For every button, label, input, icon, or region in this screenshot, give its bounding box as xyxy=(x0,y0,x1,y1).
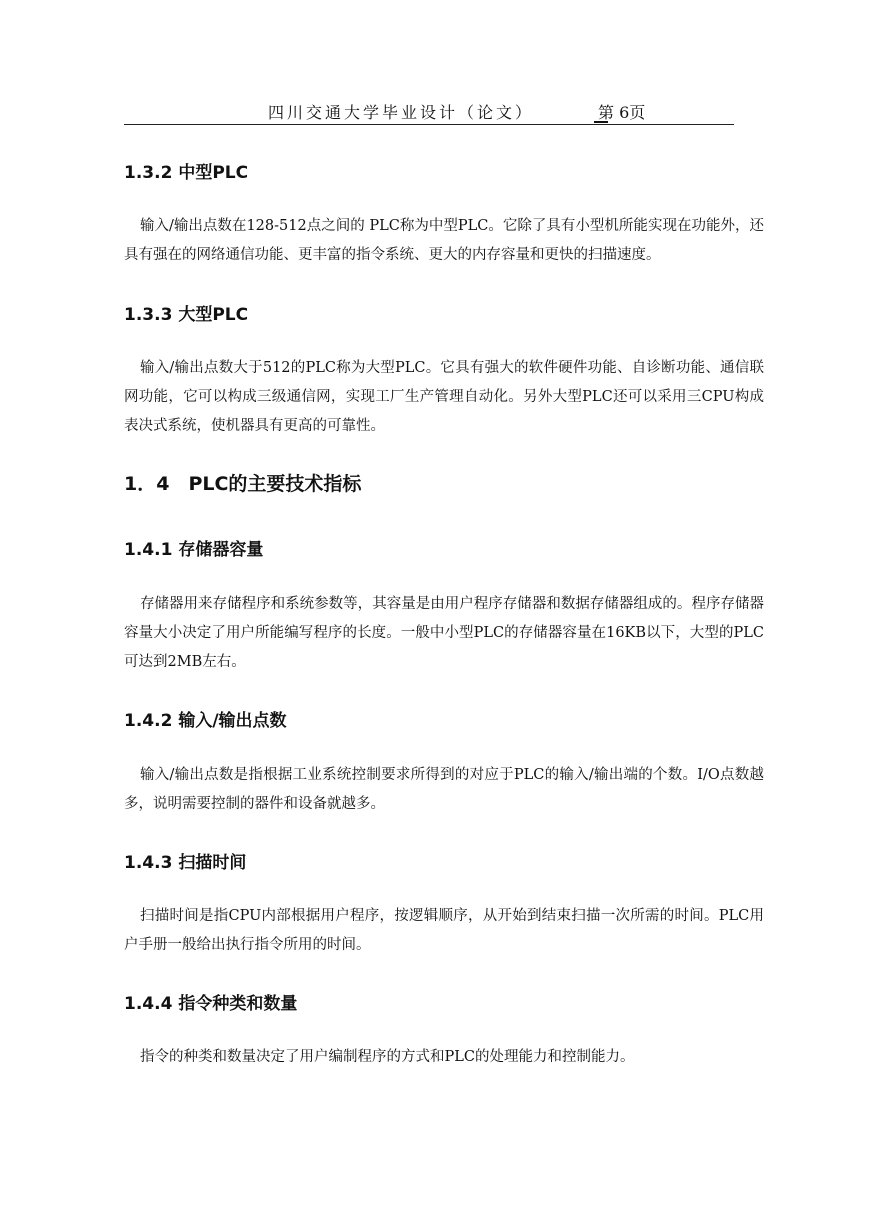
section-heading-1-4-1: 1.4.1 存储器容量 xyxy=(124,540,264,560)
chapter-heading-1-4: 1．4 PLC的主要技术指标 xyxy=(124,473,362,495)
section-paragraph-1-3-3: 输入/输出点数大于512的PLC称为大型PLC。它具有强大的软件硬件功能、自诊断功能、通信联网功能，它可以构成三级通信网，实现工厂生产管理自动化。另外大型PLC还可以采用三CPU构成表决式系统，使机器具有更高的可靠性。 xyxy=(124,360,764,434)
section-paragraph-1-4-1: 存储器用来存储程序和系统参数等，其容量是由用户程序存储器和数据存储器组成的。程序存储器容量大小决定了用户所能编写程序的长度。一般中小型PLC的存储器容量在16KB以下，大型的PLC可达到2MB左右。 xyxy=(124,596,764,670)
header-title: 四川交通大学毕业设计（论文） xyxy=(268,103,535,122)
section-heading-1-4-4: 1.4.4 指令种类和数量 xyxy=(124,994,298,1014)
section-heading-1-4-3: 1.4.3 扫描时间 xyxy=(124,853,247,873)
section-paragraph-1-4-3: 扫描时间是指CPU内部根据用户程序，按逻辑顺序，从开始到结束扫描一次所需的时间。PLC用户手册一般给出执行指令所用的时间。 xyxy=(124,908,764,953)
section-paragraph-1-4-4: 指令的种类和数量决定了用户编制程序的方式和PLC的处理能力和控制能力。 xyxy=(140,1049,635,1065)
section-heading-1-4-2: 1.4.2 输入/输出点数 xyxy=(124,711,287,731)
section-paragraph-1-3-2: 输入/输出点数在128-512点之间的 PLC称为中型PLC。它除了具有小型机所能实现在功能外，还具有强在的网络通信功能、更丰富的指令系统、更大的内存容量和更快的扫描速度。 xyxy=(124,218,764,263)
header-page-number: 第 6页 xyxy=(598,103,646,122)
section-heading-1-3-2: 1.3.2 中型PLC xyxy=(124,163,249,183)
section-heading-1-3-3: 1.3.3 大型PLC xyxy=(124,305,249,325)
page-header xyxy=(124,96,734,125)
section-paragraph-1-4-2: 输入/输出点数是指根据工业系统控制要求所得到的对应于PLC的输入/输出端的个数。I/O点数越多，说明需要控制的器件和设备就越多。 xyxy=(124,767,764,812)
